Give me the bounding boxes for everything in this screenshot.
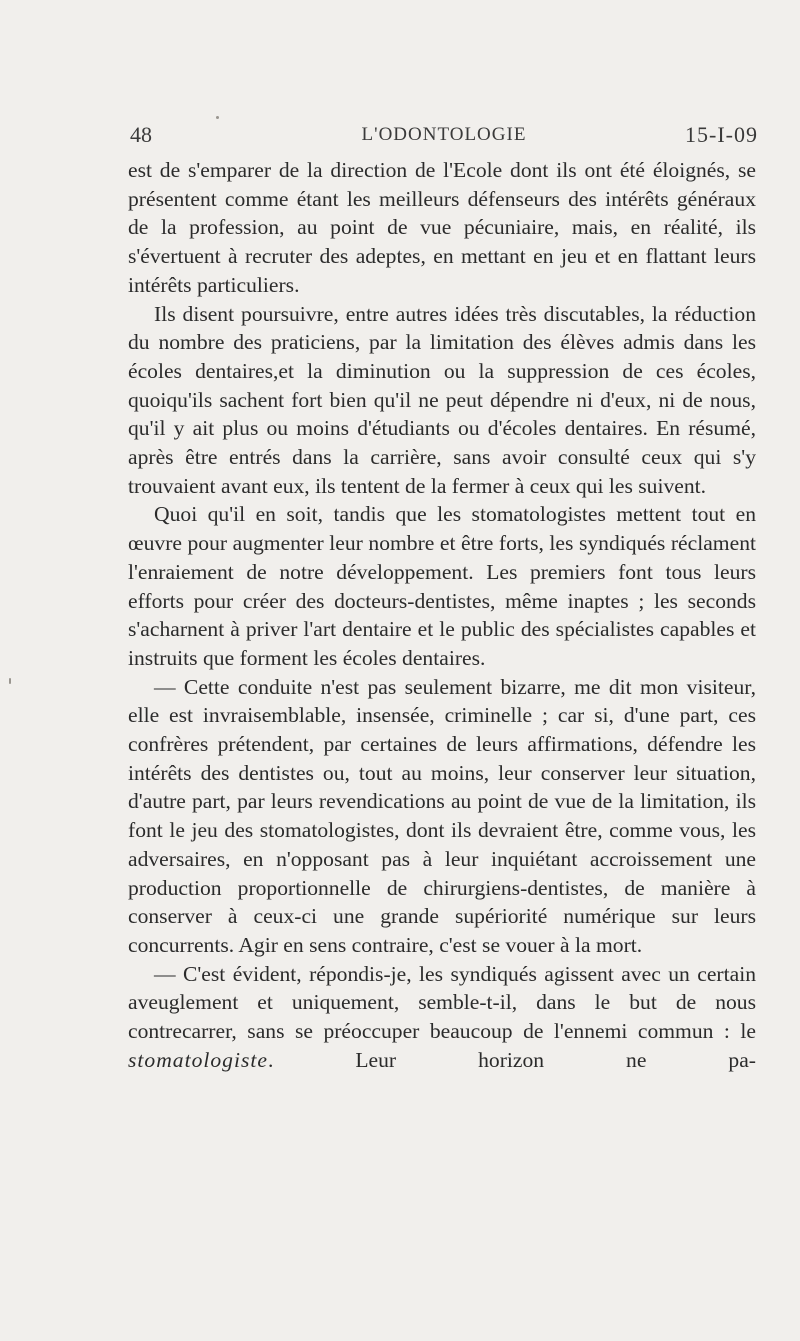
italic-term: stomatologiste [128, 1047, 268, 1072]
running-header [130, 122, 758, 152]
paragraph-3: Quoi qu'il en soit, tandis que les stomatologistes mettent tout en œuvre pour augmenter leur nombre et être forts, les syndiqués réclament l'enraiement de notre développement. Les premiers font tous leurs efforts pour créer des docteurs-dentistes, même inaptes ; les seconds s'acharnent à priver l'art dentaire et le public des spécialistes capables et instruits que forment les écoles dentaires. [128, 502, 756, 670]
paragraph-4: — Cette conduite n'est pas seulement bizarre, me dit mon visiteur, elle est invraisemblable, insensée, criminelle ; car si, d'une part, ces confrères prétendent, par certaines de leurs affirmations, défendre les intérêts des dentistes ou, tout au moins, leur conserver leur situation, d'autre part, par leurs revendications au point de vue de la limitation, ils font le jeu des stomatologistes, dont ils devraient être, comme vous, les adversaires, en n'opposant pas à leur inquiétant accroissement une production proportionnelle de chirurgiens-dentistes, de manière à conserver à ceux-ci une grande supériorité numérique sur leurs concurrents. Agir en sens contraire, c'est se vouer à la mort. [128, 674, 756, 957]
issue-date: 15-I-09 [685, 122, 758, 147]
paragraph-5 [128, 960, 756, 1075]
running-title: L'ODONTOLOGIE [361, 124, 527, 145]
paragraph-5-text-start: — C'est évident, répondis-je, les syndiqués agissent avec un certain aveuglement et uniquement, semble-t-il, dans le but de nous contrecarrer, sans se préoccuper beaucoup de l'ennemi commun : le [128, 961, 756, 1044]
paragraph-2: Ils disent poursuivre, entre autres idées très discutables, la réduction du nombre des praticiens, par la limitation des élèves admis dans les écoles dentaires,et la diminution ou la suppression de ces écoles, quoiqu'ils sachent fort bien qu'il ne peut dépendre ni d'eux, ni de nous, qu'il y ait plus ou moins d'étudiants ou d'écoles dentaires. En résumé, après être entrés dans la carrière, sans avoir consulté ceux qui s'y trouvaient avant eux, ils tentent de la fermer à ceux qui les suivent. [128, 301, 756, 498]
paper-speck [216, 116, 219, 119]
paragraph-5-text-end: . Leur horizon ne pa- [267, 1047, 756, 1072]
page-number: 48 [130, 122, 152, 147]
paragraph-1: est de s'emparer de la direction de l'Ecole dont ils ont été éloignés, se présentent comme étant les meilleurs défenseurs des intérêts généraux de la profession, au point de vue pécuniaire, mais, en réalité, ils s'évertuent à recruter des adeptes, en mettant en jeu et en flattant leurs intérêts particuliers. [128, 158, 756, 297]
paper-speck [9, 678, 11, 684]
body-text [128, 156, 756, 1075]
